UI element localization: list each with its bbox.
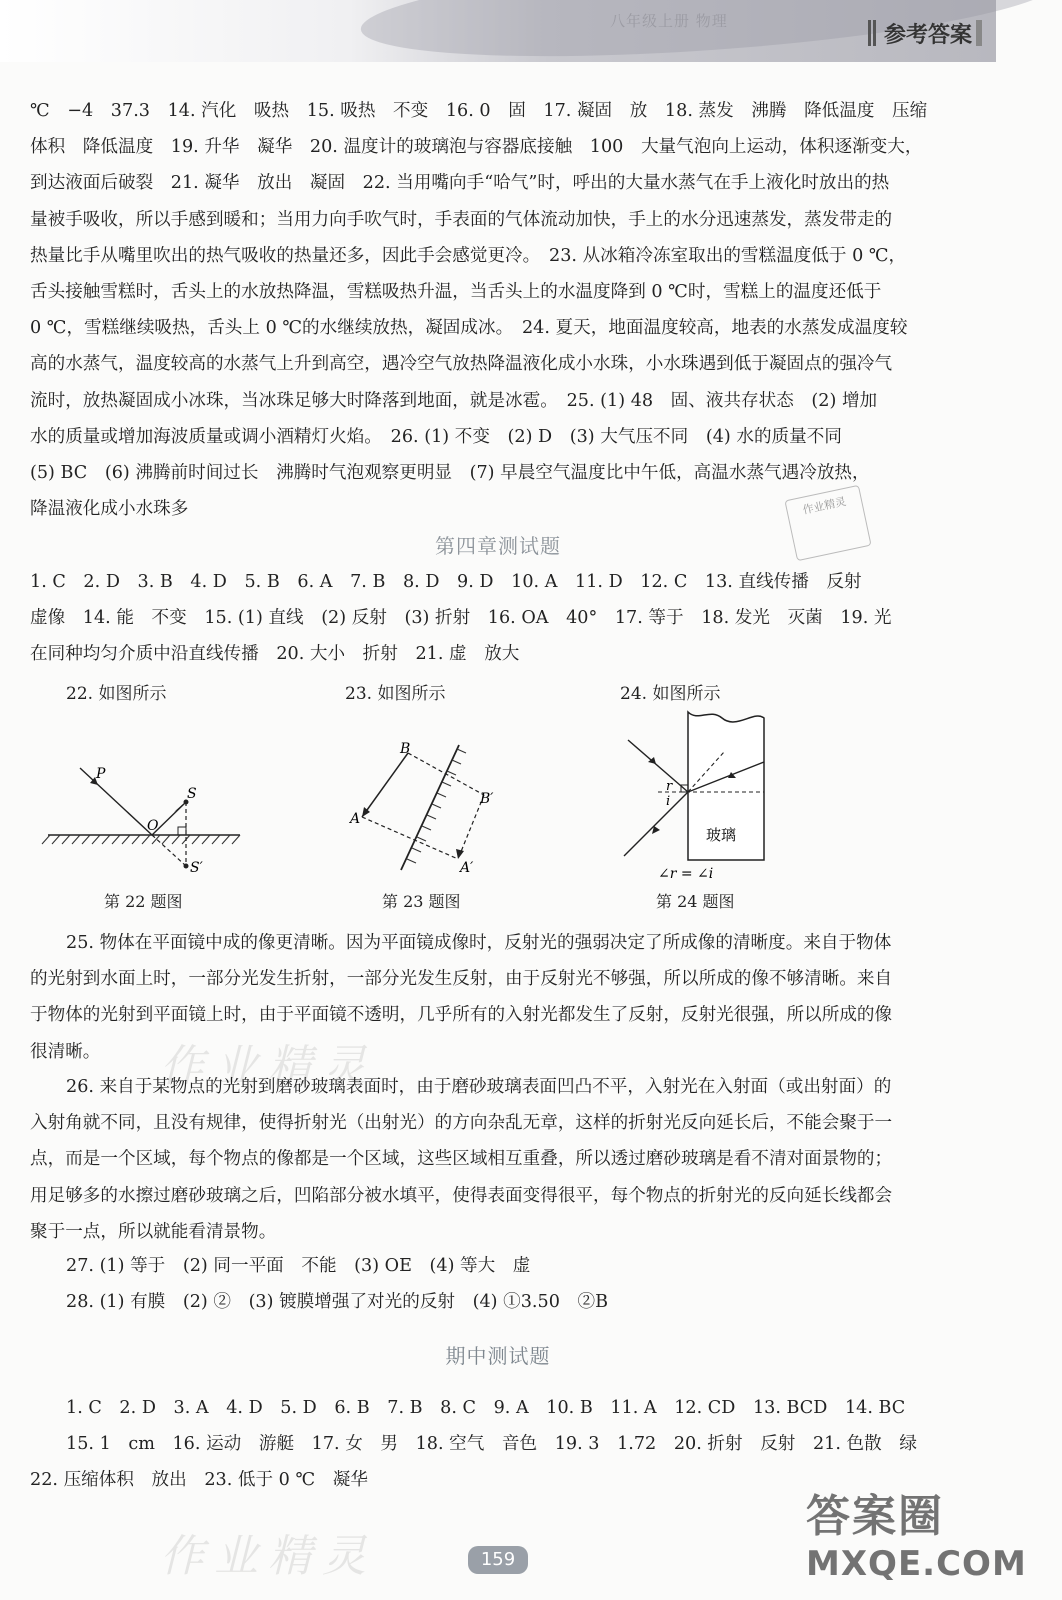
answer-line: (5) BC (6) 沸腾前时间过长 沸腾时气泡观察更明显 (7) 早晨空气温度比中午低，高温水蒸气遇冷放热， <box>30 463 870 484</box>
mirror-line <box>401 745 459 870</box>
answer-line: 水的质量或增加海波质量或调小酒精灯火焰。 26. (1) 不变 (2) D (3) 大气压不同 (4) 水的质量不同 <box>30 426 842 447</box>
figure-22-label: 第 22 题图 <box>104 892 183 911</box>
logo-bottom-text: MXQE.COM <box>806 1544 1027 1584</box>
figure-23-diagram <box>340 735 500 885</box>
figure-24-label: 第 24 题图 <box>656 892 735 911</box>
answer-line: 入射角就不同，且没有规律，使得折射光（出射光）的方向杂乱无章，这样的折射光反向延长后，不能会聚于一 <box>30 1113 893 1134</box>
watermark-text: 作业精灵 <box>160 1531 376 1582</box>
reflected-arrow-icon <box>174 804 183 812</box>
answer-line: 热量比手从嘴里吹出的热气吸收的热量还多，因此手会感觉更冷。 23. 从冰箱冷冻室取出的雪糕温度低于 0 ℃， <box>30 245 907 266</box>
answers-block-1 <box>30 93 970 527</box>
answer-line: 体积 降低温度 19. 升华 凝华 20. 温度计的玻璃泡与容器底接触 100 大量气泡向上运动，体积逐渐变大， <box>30 137 923 158</box>
figure-22-diagram <box>40 760 250 880</box>
label-o: O <box>147 818 159 834</box>
answer-line: ℃ −4 37.3 14. 汽化 吸热 15. 吸热 不变 16. 0 固 17. 凝固 放 18. 蒸发 沸腾 降低温度 压缩 <box>30 101 928 121</box>
label-a-prime: A′ <box>460 860 474 876</box>
header-divider-icon <box>868 20 876 46</box>
answer-line: 1. C 2. D 3. B 4. D 5. B 6. A 7. B 8. D 9. D 10. A 11. D 12. C 13. 直线传播 反射 <box>30 572 862 592</box>
answer-line: 点，而是一个区域，每个物点的像都是一个区域，这些区域相互重叠，所以透过磨砂玻璃是看不清对面景物的； <box>30 1149 893 1170</box>
figure-24-diagram <box>618 708 778 886</box>
figure-24-caption: 24. 如图所示 <box>620 684 721 704</box>
label-s: S <box>187 786 197 802</box>
answer-line: 25. 物体在平面镜中成的像更清晰。因为平面镜成像时，反射光的强弱决定了所成像的清晰度。来自于物体 <box>66 933 892 953</box>
image-arrow-icon <box>456 849 464 859</box>
label-a: A <box>350 811 361 827</box>
mirror-hatching <box>407 749 466 863</box>
answer-line: 在同种均匀介质中沿直线传播 20. 大小 折射 21. 虚 放大 <box>30 644 520 665</box>
answer-line: 量被手吸收，所以手感到暖和；当用力向手吹气时，手表面的气体流动加快，手上的水分迅速蒸发，蒸发带走的 <box>30 209 893 230</box>
midterm-title: 期中测试题 <box>445 1344 551 1368</box>
label-p: P <box>96 766 106 782</box>
label-b-prime: B′ <box>480 791 494 807</box>
answer-line: 26. 来自于某物点的光射到磨砂玻璃表面时，由于磨砂玻璃表面凹凸不平，入射光在入射面（或出射面）的 <box>66 1077 892 1097</box>
answer-line: 15. 1 cm 16. 运动 游艇 17. 女 男 18. 空气 音色 19. 3 1.72 20. 折射 反射 21. 色散 绿 <box>66 1434 917 1455</box>
answer-line: 虚像 14. 能 不变 15. (1) 直线 (2) 反射 (3) 折射 16. OA 40° 17. 等于 18. 发光 灭菌 19. 光 <box>30 608 892 629</box>
answer-26 <box>30 1069 970 1250</box>
answer-line: 到达液面后破裂 21. 凝华 放出 凝固 22. 当用嘴向手“哈气”时，呼出的大量水蒸气在手上液化时放出的热 <box>30 173 890 194</box>
answer-line: 降温液化成小水珠多 <box>30 499 189 520</box>
answer-line: 的光射到水面上时，一部分光发生折射，一部分光发生反射，由于反射光不够强，所以所成的像不够清晰。来自 <box>30 969 893 990</box>
answer-27: 27. (1) 等于 (2) 同一平面 不能 (3) OE (4) 等大 虚 <box>66 1256 531 1276</box>
mirror-hatching <box>42 835 240 844</box>
dashed-bb <box>408 753 484 795</box>
header-end-bar <box>976 20 982 46</box>
answer-line: 流时，放热凝固成小冰珠，当冰珠足够大时降落到地面，就是冰雹。 25. (1) 48 固、液共存状态 (2) 增加 <box>30 390 878 411</box>
answer-line: 0 ℃，雪糕继续吸热，舌头上 0 ℃的水继续放热，凝固成冰。 24. 夏天，地面温度较高，地表的水蒸发成温度较 <box>30 318 908 339</box>
label-glass: 玻璃 <box>706 826 737 844</box>
incident-ray <box>80 768 152 835</box>
extension-dashed-line <box>152 835 186 866</box>
object-ab <box>362 753 408 817</box>
answer-line: 聚于一点，所以就能看清景物。 <box>30 1221 277 1242</box>
figure-23-caption: 23. 如图所示 <box>345 684 446 704</box>
chapter4-answers <box>30 564 970 673</box>
answer-line: 高的水蒸气，温度较高的水蒸气上升到高空，遇冷空气放热降温液化成小水珠，小水珠遇到低于凝固点的强冷气 <box>30 354 893 375</box>
stamp-text: 作业精灵 <box>801 494 848 517</box>
label-i: i <box>666 794 671 809</box>
page-number: 159 <box>468 1546 528 1574</box>
chapter4-title: 第四章测试题 <box>435 534 561 558</box>
figure-23-label: 第 23 题图 <box>382 892 461 911</box>
watermark-text: 作业精灵 <box>160 1041 376 1092</box>
answer-line: 1. C 2. D 3. A 4. D 5. D 6. B 7. B 8. C 9. A 10. B 11. A 12. CD 13. BCD 14. BC <box>66 1398 906 1418</box>
site-logo <box>806 1480 1027 1590</box>
label-s-prime: S′ <box>190 860 203 876</box>
answer-28: 28. (1) 有膜 (2) ② (3) 镀膜增强了对光的反射 (4) ①3.50 ②B <box>66 1292 609 1312</box>
header-title: 参考答案 <box>884 23 973 48</box>
incident-ray-top <box>628 740 688 792</box>
figure-22-caption: 22. 如图所示 <box>66 684 167 704</box>
point-s-prime <box>184 864 189 869</box>
answer-line: 22. 压缩体积 放出 23. 低于 0 ℃ 凝华 <box>30 1470 368 1491</box>
label-b: B <box>400 741 411 757</box>
header-faint-text: 八年级上册 物理 <box>610 12 728 30</box>
page-header <box>0 0 996 62</box>
logo-top-text: 答案圈 <box>806 1491 944 1542</box>
answer-line: 用足够多的水擦过磨砂玻璃之后，凹陷部分被水填平，使得表面变得很平，每个物点的折射光的反向延长线都会 <box>30 1185 893 1206</box>
answer-line: 于物体的光射到平面镜上时，由于平面镜不透明，几乎所有的入射光都发生了反射，反射光很强，所以所成的像 <box>30 1005 893 1026</box>
answer-line: 舌头接触雪糕时，舌头上的水放热降温，雪糕吸热升温，当舌头上的水温度降到 0 ℃时，雪糕上的温度还低于 <box>30 282 882 303</box>
label-angle-relation: ∠r = ∠i <box>658 866 714 882</box>
incident-ray-bottom <box>624 792 688 856</box>
label-r: r <box>666 779 673 794</box>
answer-line: 很清晰。 <box>30 1041 101 1062</box>
right-angle-mark <box>178 827 186 835</box>
